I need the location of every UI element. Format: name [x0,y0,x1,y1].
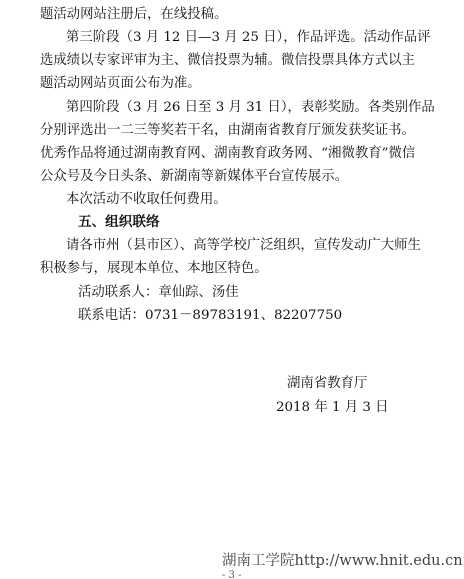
text-line: 分别评选出一二三等奖若干名，由湖南省教育厅颁发获奖证书。 [40,123,415,138]
issuer-name: 湖南省教育厅 [287,376,368,391]
watermark-text: 湖南工学院http://www.hnit.edu.cn [222,553,463,569]
text-line: 题活动网站页面公布为准。 [40,76,201,91]
text-line: 优秀作品将通过湖南教育网、湖南教育政务网、“湘微教育”微信 [40,146,416,161]
text-line: 公众号及今日头条、新湖南等新媒体平台宣传展示。 [40,169,348,184]
section-heading: 五、组织联络 [78,214,160,230]
text-line: 本次活动不收取任何费用。 [66,192,227,207]
text-line: 选成绩以专家评审为主、微信投票为辅。微信投票具体方式以主 [40,53,415,68]
text-line: 第三阶段（3 月 12 日—3 月 25 日），作品评选。活动作品评 [66,30,431,45]
text-line: 题活动网站注册后，在线投稿。 [40,7,228,22]
text-line: 积极参与，展现本单位、本地区特色。 [40,261,268,276]
page-number: - 3 - [222,570,242,579]
contact-person: 活动联系人：章仙踪、汤佳 [78,285,239,300]
text-line: 第四阶段（3 月 26 日至 3 月 31 日），表彰奖励。各类别作品 [66,100,435,115]
contact-phone: 联系电话：0731－89783191、82207750 [78,308,343,323]
text-line: 请各市州（县市区）、高等学校广泛组织，宣传发动广大师生 [66,238,421,253]
issue-date: 2018 年 1 月 3 日 [276,400,389,415]
